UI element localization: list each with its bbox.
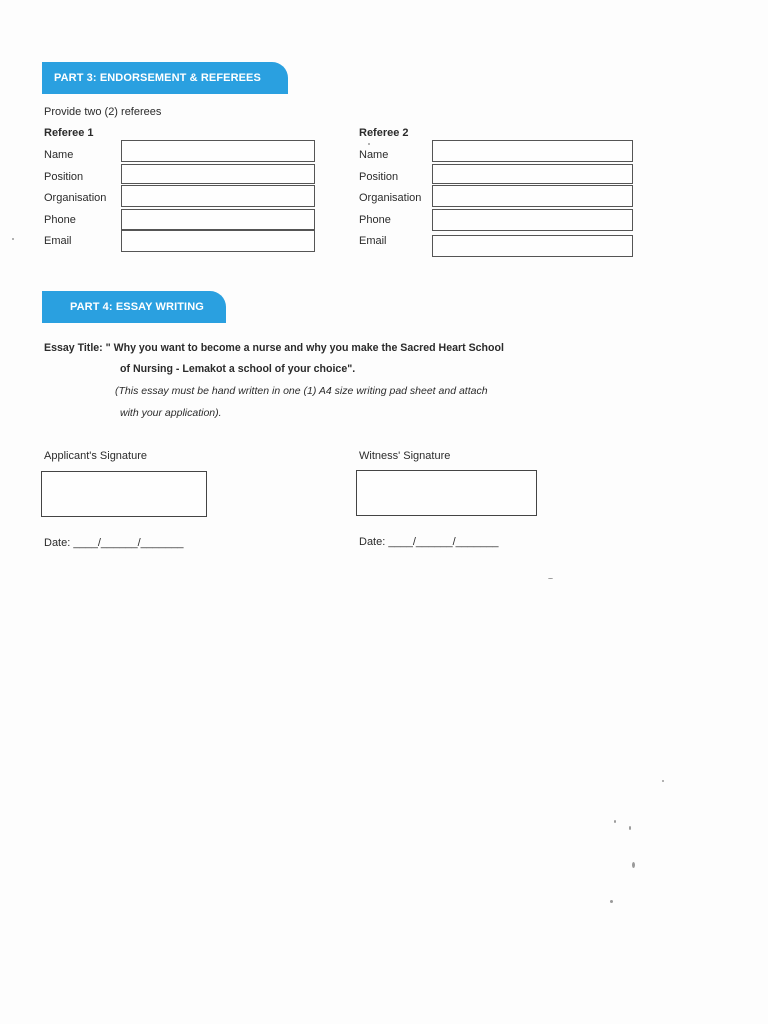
essay-title-line1: Essay Title: " Why you want to become a nurse and why you make the Sacred Heart School [44,342,504,354]
scan-speck [662,780,664,782]
referee2-organisation-field[interactable] [432,185,633,207]
scan-speck [632,862,635,868]
part3-banner [42,62,288,94]
referee2-phone-field[interactable] [432,209,633,231]
referees-instruction: Provide two (2) referees [44,106,162,118]
referee2-email-field[interactable] [432,235,633,257]
applicant-signature-box[interactable] [41,471,207,517]
scan-speck [629,826,631,830]
referee2-position-label: Position [359,171,399,183]
referee1-phone-label: Phone [44,214,76,226]
part4-banner [42,291,226,323]
scan-speck [614,820,616,823]
applicant-signature-label: Applicant's Signature [44,450,147,462]
referee2-name-field[interactable] [432,140,633,162]
applicant-date: Date: ____/______/_______ [44,537,184,549]
part4-banner-text: PART 4: ESSAY WRITING [70,301,204,313]
scan-speck [548,578,553,579]
scan-speck [12,238,14,240]
referee1-organisation-field[interactable] [121,185,315,207]
essay-note-line1: (This essay must be hand written in one (1) A4 size writing pad sheet and attach [115,385,488,397]
referee1-name-field[interactable] [121,140,315,162]
witness-signature-label: Witness' Signature [359,450,451,462]
scan-speck [368,143,370,145]
referee2-email-label: Email [359,235,387,247]
referee1-email-field[interactable] [121,230,315,252]
referee1-phone-field[interactable] [121,209,315,230]
referee1-name-label: Name [44,149,74,161]
referee1-organisation-label: Organisation [44,192,107,204]
referee2-phone-label: Phone [359,214,391,226]
referee2-organisation-label: Organisation [359,192,422,204]
referee2-position-field[interactable] [432,164,633,184]
witness-signature-box[interactable] [356,470,537,516]
referee1-position-label: Position [44,171,84,183]
essay-note-line2: with your application). [120,407,222,419]
part3-banner-text: PART 3: ENDORSEMENT & REFEREES [54,72,261,84]
referee1-heading: Referee 1 [44,127,94,139]
referee2-name-label: Name [359,149,389,161]
referee1-position-field[interactable] [121,164,315,184]
essay-title-line2: of Nursing - Lemakot a school of your choice". [120,363,356,375]
scan-speck [610,900,613,903]
witness-date: Date: ____/______/_______ [359,536,499,548]
referee1-email-label: Email [44,235,72,247]
referee2-heading: Referee 2 [359,127,409,139]
